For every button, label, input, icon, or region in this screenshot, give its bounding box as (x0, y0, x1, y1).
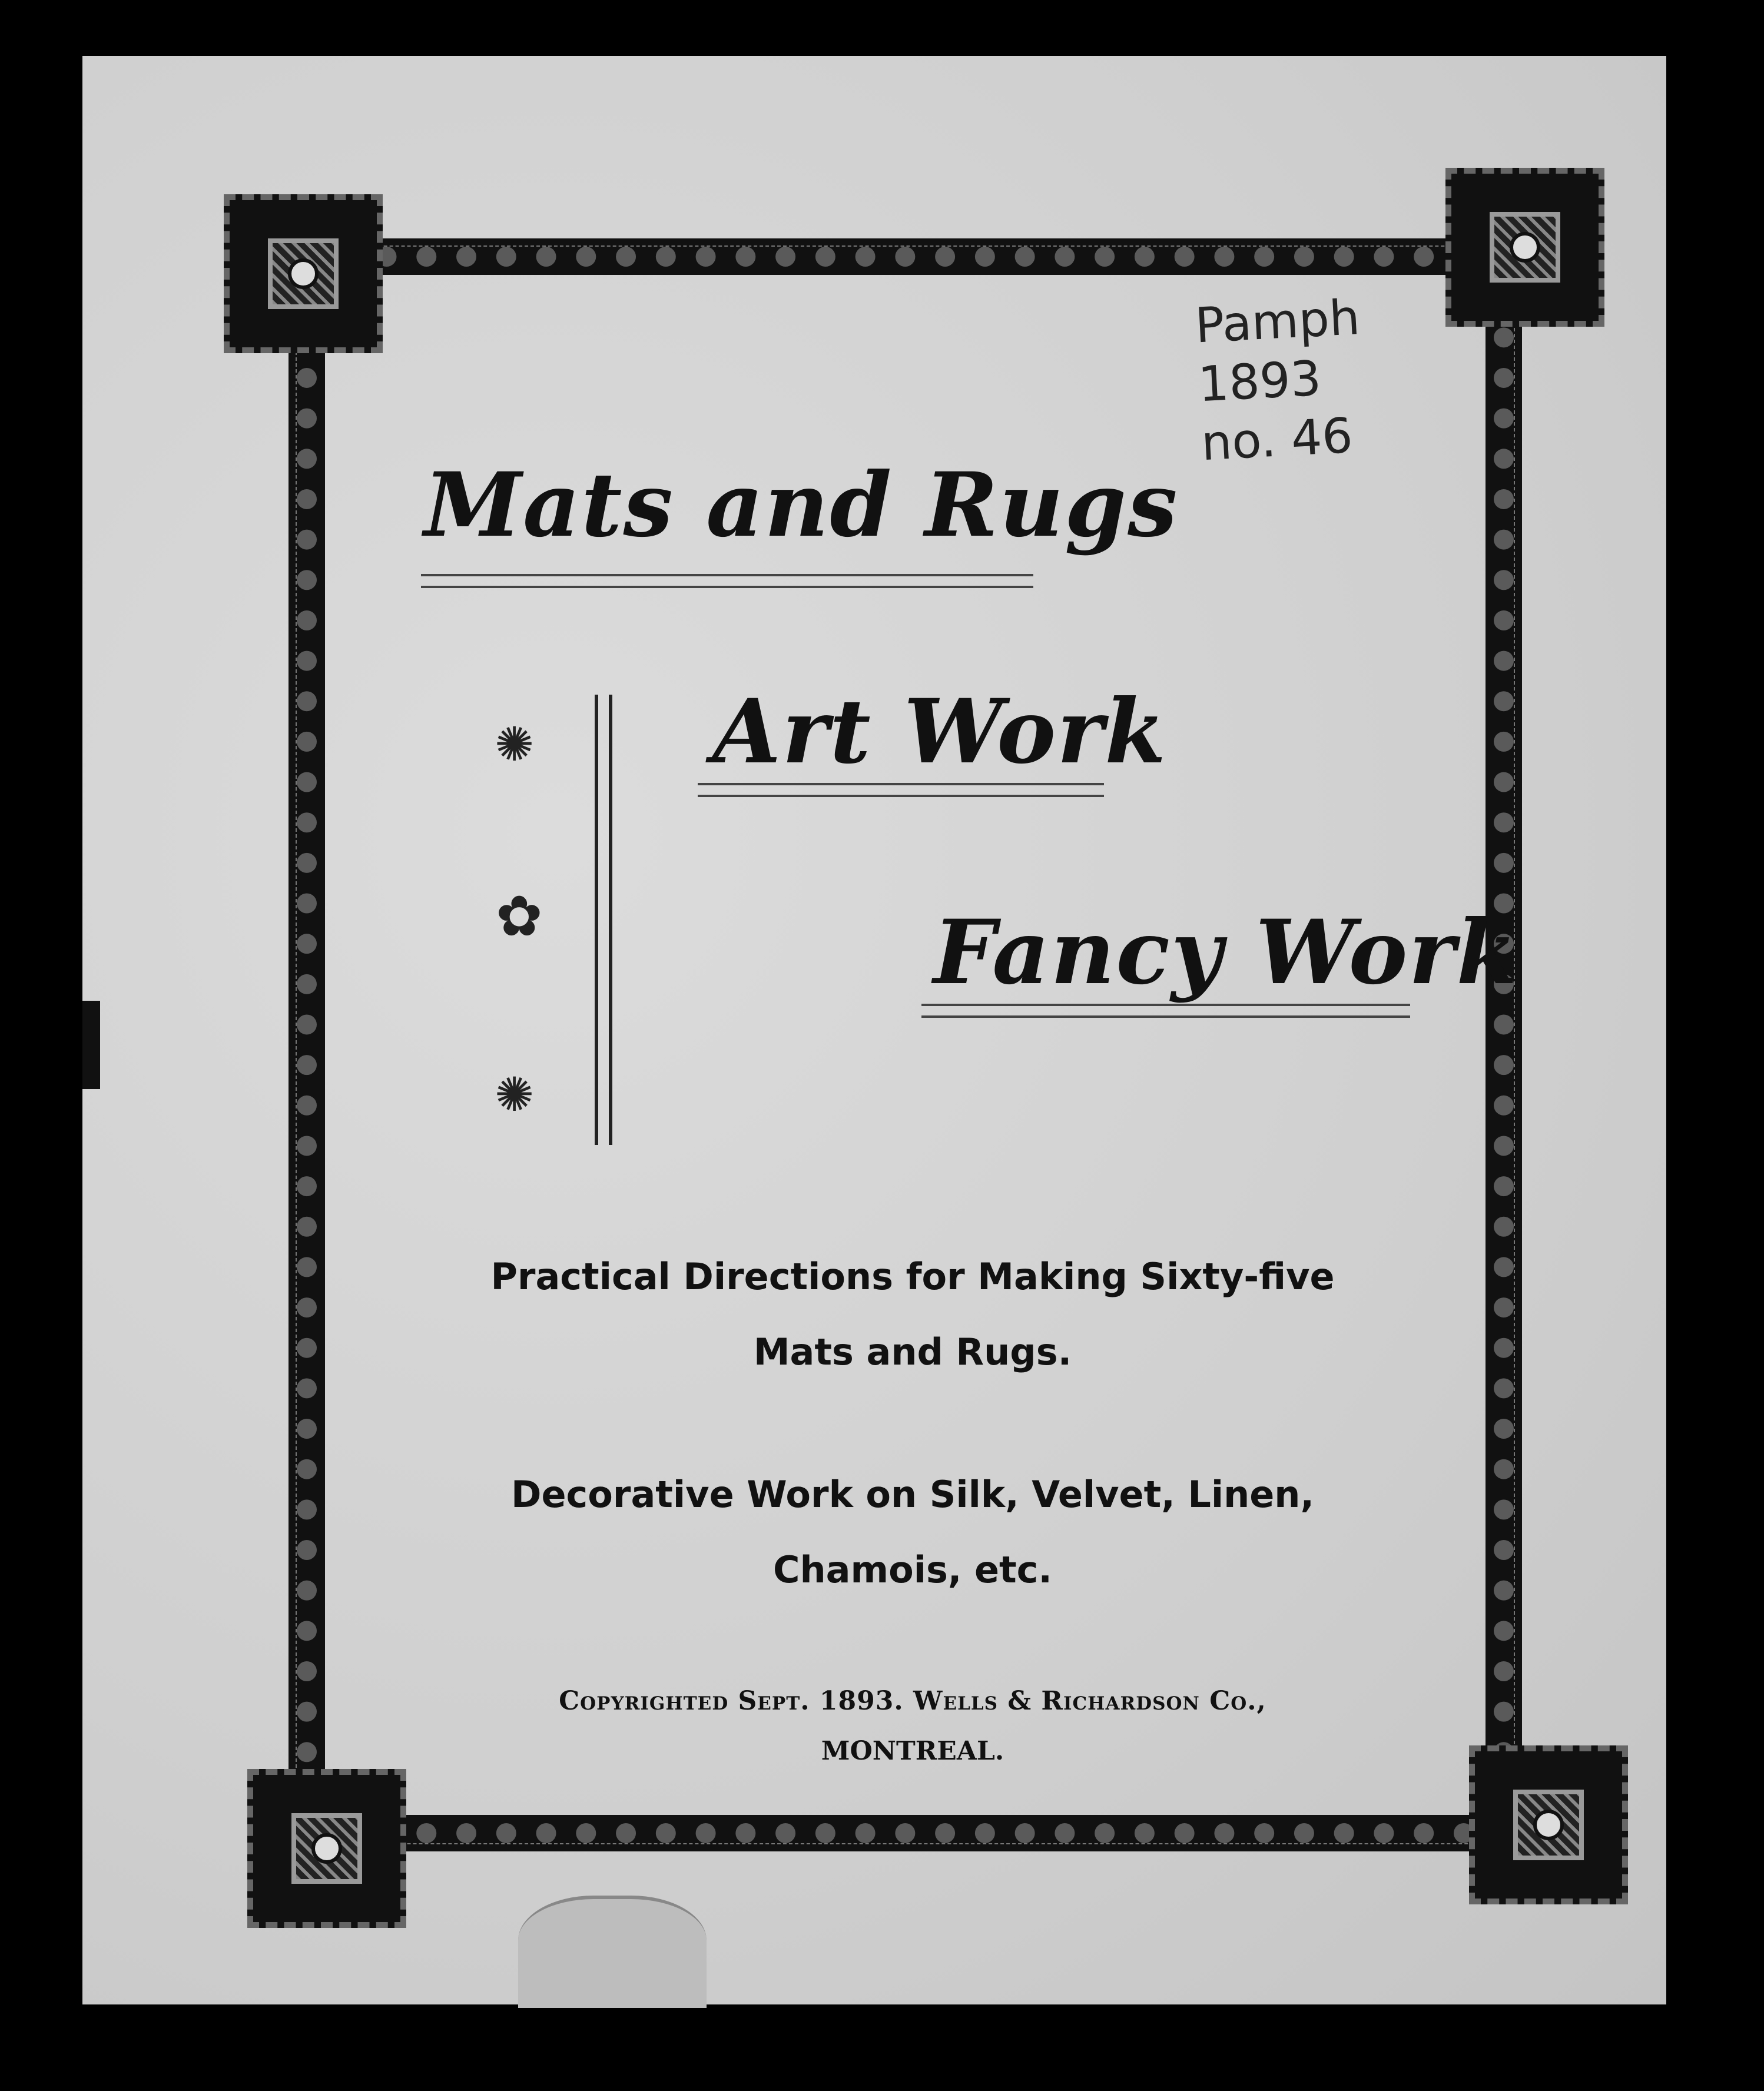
corner-rosette-icon (1513, 1790, 1584, 1860)
corner-ornament-bottom-left (247, 1769, 406, 1928)
title-underline (421, 574, 1033, 588)
description-paragraph-2 (365, 1457, 1460, 1608)
copyright-line: Copyrighted Sept. 1893. Wells & Richardson Co., (559, 1686, 1266, 1716)
torn-paper-damage (518, 1896, 707, 2008)
title-art-work: Art Work (712, 680, 1168, 784)
corner-ornament-top-right (1445, 168, 1604, 327)
sunburst-ornament-icon: ✺ (495, 717, 535, 772)
spine-shadow (82, 1001, 100, 1089)
scroll-flower-ornament-icon: ✿ (496, 884, 543, 949)
shelfmark-line: Pamph (1193, 289, 1362, 354)
corner-ornament-bottom-right (1469, 1745, 1628, 1904)
description-line: Chamois, etc. (773, 1548, 1052, 1591)
title-fancy-work: Fancy Work (933, 901, 1519, 1004)
vertical-double-rule (595, 695, 612, 1145)
title-underline (698, 783, 1104, 797)
corner-rosette-icon (291, 1813, 362, 1884)
publisher-city: MONTREAL. (821, 1736, 1004, 1766)
handwritten-shelfmark (1193, 286, 1414, 473)
description-line: Mats and Rugs. (753, 1330, 1072, 1373)
description-paragraph-1 (365, 1239, 1460, 1390)
corner-rosette-icon (1490, 212, 1560, 283)
corner-ornament-top-left (224, 194, 383, 353)
description-line: Practical Directions for Making Sixty-five (490, 1255, 1335, 1298)
corner-rosette-icon (268, 238, 339, 309)
title-underline (921, 1004, 1410, 1018)
sunburst-ornament-icon: ✺ (495, 1067, 535, 1122)
shelfmark-line: 1893 (1196, 350, 1323, 413)
description-line: Decorative Work on Silk, Velvet, Linen, (511, 1473, 1314, 1516)
shelfmark-line: no. 46 (1199, 407, 1354, 472)
title-mats-and-rugs: Mats and Rugs (424, 453, 1179, 557)
